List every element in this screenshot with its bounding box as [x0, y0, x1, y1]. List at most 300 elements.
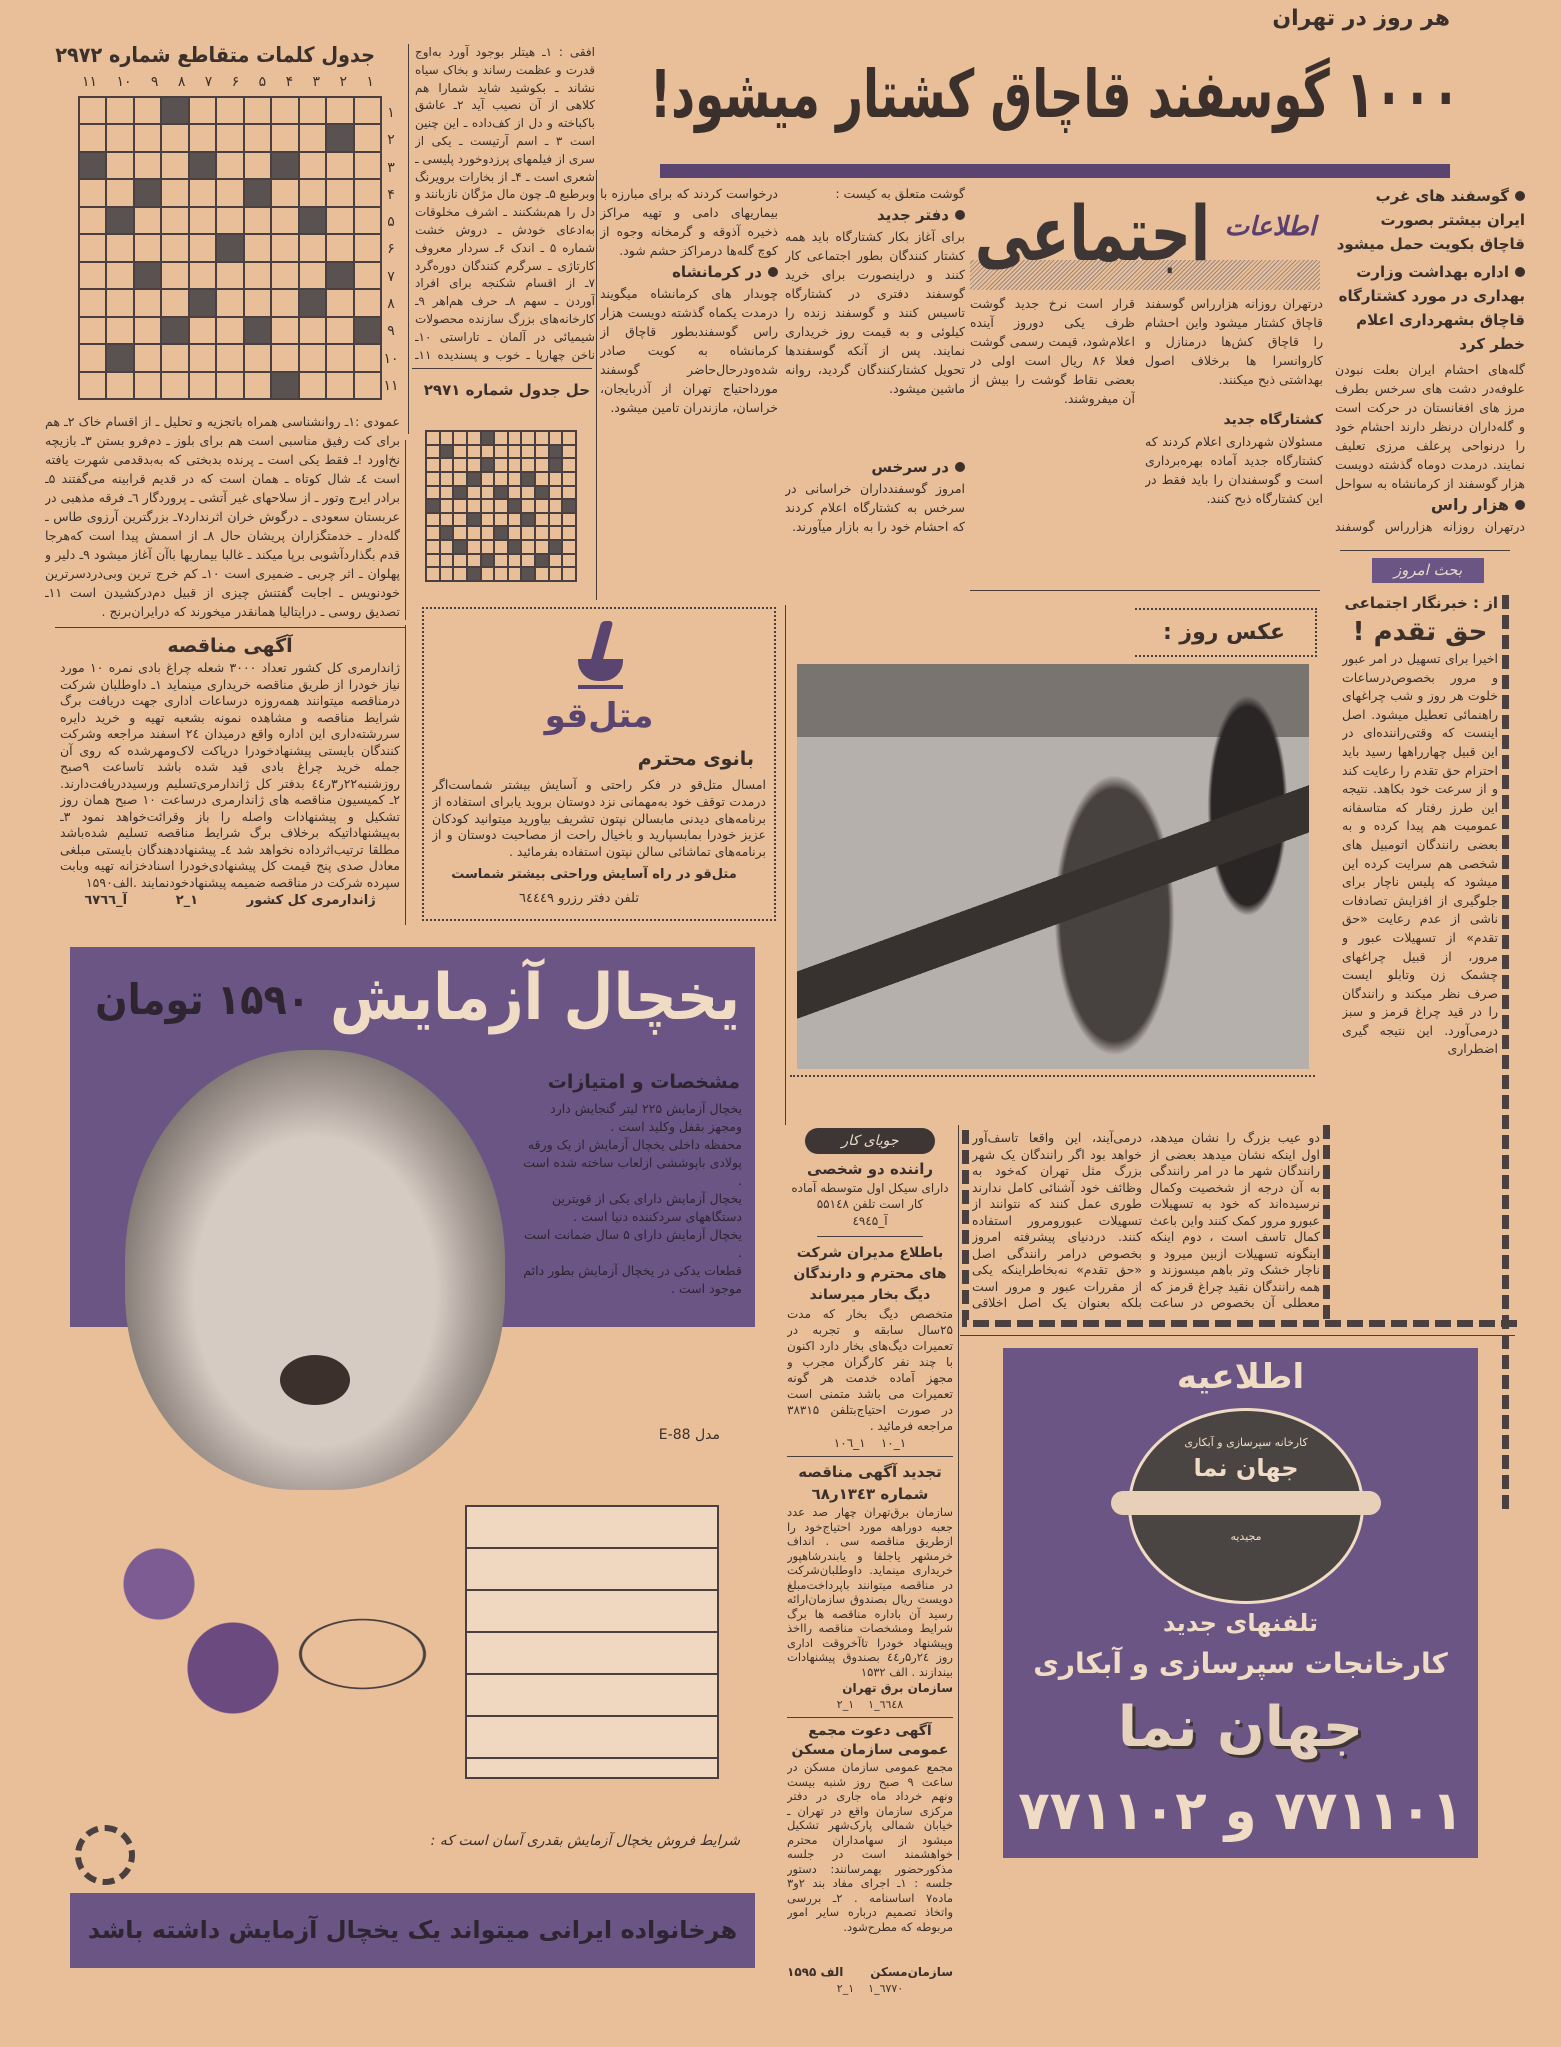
crossword-cell	[495, 446, 507, 458]
crossword-cell[interactable]	[355, 345, 380, 370]
crossword-black-cell	[272, 373, 297, 398]
crossword-cell[interactable]	[245, 345, 270, 370]
crossword-cell	[522, 555, 534, 567]
crossword-column-number: ۱۱	[82, 74, 98, 90]
crossword-cell[interactable]	[162, 290, 187, 315]
crossword-cell	[563, 487, 575, 499]
crossword-cell[interactable]	[272, 235, 297, 260]
crossword-cell	[468, 487, 480, 499]
crossword-cell	[522, 432, 534, 444]
crossword-cell[interactable]	[327, 290, 352, 315]
fridge-features-title: مشخصات و امتیازات	[547, 1071, 740, 1093]
crossword-cell	[509, 432, 521, 444]
crossword-cell[interactable]	[272, 208, 297, 233]
job-body: دارای سیکل اول متوسطه آماده کار است تلفن ۵۵۱٤۸	[791, 1181, 949, 1211]
crossword-cell	[441, 432, 453, 444]
crossword-row-number: ۹	[387, 323, 395, 340]
crossword-cell[interactable]	[107, 290, 132, 315]
crossword-grid[interactable]	[78, 96, 382, 400]
crossword-cell[interactable]	[135, 345, 160, 370]
crossword-cell[interactable]	[355, 153, 380, 178]
crossword-black-cell	[162, 318, 187, 343]
crossword-column-numbers	[82, 74, 374, 90]
section-logo	[970, 184, 1320, 290]
crossword-cell[interactable]	[245, 125, 270, 150]
crossword-cell	[509, 527, 521, 539]
crossword-column-number: ۷	[204, 74, 213, 90]
crossword-cell	[550, 555, 562, 567]
crossword-cell[interactable]	[245, 290, 270, 315]
metalqu-body: امسال متل‌قو در فکر راحتی و آسایش بیشتر شماست‌اگر درمدت توقف خود به‌مهمانی نزد دوستان بروید یابرای استفاده از برنامه‌های دیدنی ما‌بسالن نپتون تشریف بیاورید میتوانید کودکان عزیز خودرا بمابسپارید و باخیال راحت از مصاحبت دوستان و از برنامه‌های تماشائی سالن نپتون استفاده بفرمائید .	[432, 777, 766, 860]
crossword-black-cell	[217, 235, 242, 260]
crossword-cell	[522, 527, 534, 539]
jahan-line3: جهان نما	[1117, 1695, 1364, 1760]
crossword-cell[interactable]	[272, 180, 297, 205]
crossword-cell[interactable]	[107, 180, 132, 205]
article-text: گله‌های احشام ایران بعلت نبودن علوفه‌در دشت های سرخس بطرف مرز های افغانستان در حرکت است و گله‌داران درنظر دارند احشام خود را درنواحی پرعلف مرزی تعلیف نمایند. درمدت دوماه گذشته دویست هزار گوسفند از کرمانشاه به سواحل	[1335, 362, 1525, 491]
divider	[408, 44, 409, 434]
crossword-black-cell	[509, 541, 521, 553]
crossword-cell[interactable]	[107, 153, 132, 178]
crossword-black-cell	[245, 180, 270, 205]
fridge-model: مدل E-88	[658, 1427, 720, 1443]
section-logo-small: اطلاعات	[1224, 212, 1316, 242]
girl-mouth	[280, 1355, 350, 1405]
crossword-cell	[454, 459, 466, 471]
crossword-cell[interactable]	[327, 98, 352, 123]
crossword-cell	[509, 487, 521, 499]
crossword-cell[interactable]	[80, 98, 105, 123]
crossword-cell[interactable]	[80, 235, 105, 260]
crossword-cell[interactable]	[355, 98, 380, 123]
crossword-cell[interactable]	[272, 345, 297, 370]
crossword-cell	[563, 541, 575, 553]
crossword-cell	[563, 446, 575, 458]
crossword-column-number: ۵	[258, 74, 267, 90]
tender-notice	[60, 632, 400, 922]
job-code: آ_٤۹٤۵	[852, 1214, 888, 1228]
crossword-cell[interactable]	[80, 318, 105, 343]
bullet-icon	[768, 267, 778, 277]
crossword-cell[interactable]	[135, 235, 160, 260]
article-column-c	[600, 184, 778, 584]
crossword-black-cell	[482, 432, 494, 444]
crossword-cell	[427, 473, 439, 485]
crossword-cell[interactable]	[162, 373, 187, 398]
crossword-cell[interactable]	[245, 153, 270, 178]
crossword-cell	[482, 514, 494, 526]
crossword-cell[interactable]	[327, 208, 352, 233]
crossword-cell[interactable]	[80, 373, 105, 398]
right-column	[1335, 184, 1525, 544]
metalqu-heading: بانوی محترم	[637, 748, 754, 770]
crossword-cell	[482, 500, 494, 512]
crossword-cell[interactable]	[245, 373, 270, 398]
jahan-nama-ad	[1003, 1348, 1478, 1858]
fridge-feature: محفظه داخلی یخچال آزمایش از یک ورقه پولادی باپوششی ازلعاب ساخته شده است .	[523, 1137, 742, 1188]
jahan-logo-ring-text: کارخانه سپرسازی و آبکاری	[1184, 1436, 1308, 1449]
crossword-black-cell	[355, 318, 380, 343]
crossword-black-cell	[482, 459, 494, 471]
crossword-black-cell	[454, 541, 466, 553]
crossword-cell	[550, 487, 562, 499]
crossword-black-cell	[468, 568, 480, 580]
crossword-cell	[536, 446, 548, 458]
crossword-cell[interactable]	[162, 345, 187, 370]
crossword-black-cell	[468, 514, 480, 526]
tender-code: آ_٦۷٦٦	[84, 893, 128, 908]
crossword-cell[interactable]	[355, 235, 380, 260]
crossword-cell	[563, 473, 575, 485]
metalqu-ad	[422, 607, 776, 921]
crossword-cell	[495, 568, 507, 580]
crossword-black-cell	[441, 446, 453, 458]
crossword-cell	[536, 514, 548, 526]
crossword-cell	[550, 473, 562, 485]
jahan-ad-title: اطلاعیه	[1176, 1357, 1305, 1397]
crossword-cell[interactable]	[80, 125, 105, 150]
crossword-cell[interactable]	[327, 235, 352, 260]
crossword-cell	[536, 541, 548, 553]
article-text: قرار است نرخ جدید گوشت ظرف یکی دوروز آینده اعلام‌شود، قیمت رسمی گوشت فعلا ۸۶ ریال است اولی در بعضی نقاط گوشت را بیش از آن میفروشند.	[970, 296, 1135, 406]
fridge-feature: قطعات یدکی در یخچال آزمایش بطور دائم موجود است .	[523, 1263, 742, 1296]
crossword-cell	[495, 541, 507, 553]
crossword-cell	[441, 555, 453, 567]
crossword-cell[interactable]	[217, 208, 242, 233]
crossword-cell[interactable]	[245, 235, 270, 260]
divider	[1340, 550, 1510, 551]
crossword-cell[interactable]	[190, 263, 215, 288]
crossword-black-cell	[300, 208, 325, 233]
crossword-title: جدول کلمات متقاطع شماره ۲۹۷۲	[55, 43, 375, 67]
crossword-cell[interactable]	[300, 318, 325, 343]
article-text: درمی‌آیند، این واقعا تاسف‌آور خواهد بود اگر رانندگان یک شهر بزرگ مثل تهران که‌خود به وظائف خود آشنائی کامل ندارند طوری عمل کنند که نتوانند از تسهیلات عبورومرور استفاده کنند. دردنیای پیشرفته امروز بخصوص درامر رانندگی اصل «حق تقدم» نه‌بخاطراینکه یکی از مقررات عبور و مرور است بلکه بعنوان یک اصل اخلاقی	[972, 1130, 1142, 1310]
crossword-cell	[441, 459, 453, 471]
crossword-cell[interactable]	[190, 235, 215, 260]
crossword-cell[interactable]	[190, 345, 215, 370]
crossword-cell[interactable]	[217, 153, 242, 178]
crossword-cell[interactable]	[80, 180, 105, 205]
crossword-cell[interactable]	[300, 180, 325, 205]
crossword-cell[interactable]	[355, 290, 380, 315]
divider	[958, 1125, 959, 1860]
crossword-cell[interactable]	[300, 345, 325, 370]
crossword-column-number: ۴	[285, 74, 294, 90]
crossword-cell[interactable]	[162, 208, 187, 233]
crossword-cell	[468, 541, 480, 553]
crossword-cell[interactable]	[300, 373, 325, 398]
solution-title: حل جدول شماره ۲۹۷۱	[423, 381, 590, 399]
dashed-border	[962, 1130, 969, 1320]
crossword-cell[interactable]	[190, 125, 215, 150]
metalqu-phone: تلفن دفتر رزرو ٦٤٤٤۹	[519, 891, 639, 906]
crossword-cell	[468, 432, 480, 444]
crossword-cell[interactable]	[355, 373, 380, 398]
crossword-cell	[536, 473, 548, 485]
bullet-icon	[955, 462, 965, 472]
photo-label-box	[1135, 608, 1317, 657]
crossword-cell	[536, 568, 548, 580]
crossword-cell[interactable]	[245, 208, 270, 233]
job-body: متخصص دیگ بخار که مدت ۲۵سال سابقه و تجربه در تعمیرات دیگ‌های بخار دارد اکنون با چند نفر کارگران مجرب و مجهز آماده خدمت هر گونه تعمیرات می باشد متمنی است در صورت احتیاج‌بتلفن ۳۸۳۱۵ مراجعه فرمائید .	[787, 1307, 953, 1433]
crossword-cell[interactable]	[245, 263, 270, 288]
crossword-cell	[468, 500, 480, 512]
crossword-cell[interactable]	[217, 290, 242, 315]
article-text: گوشت متعلق به کیست :	[835, 186, 965, 201]
crossword-black-cell	[441, 527, 453, 539]
crossword-black-cell	[454, 487, 466, 499]
crossword-cell	[427, 541, 439, 553]
bullet-icon	[955, 210, 965, 220]
headline-kicker: هر روز در تهران	[1272, 6, 1450, 31]
crossword-cell[interactable]	[272, 318, 297, 343]
crossword-cell	[427, 527, 439, 539]
crossword-column-number: ۲	[339, 74, 347, 90]
crossword-cell[interactable]	[272, 125, 297, 150]
assembly-body: مجمع عمومی سازمان مسکن در ساعت ۹ صبح روز شنبه بیست ونهم خرداد ماه جاری در دفتر مرکزی سازمان واقع در تهران ـ خیابان شمالی پارک‌شهر تشکیل میشود از سهامداران محترم خواهشمند است در جلسه مذکورحضور بهمرسانند: دستور جلسه : ۱ـ اجرای مفاد بند ۲و۳ ماده۷ اساسنامه . ۲ـ بررسی واتخاذ تصمیم درباره سایر امور مربوطه که مطرح‌شود.	[787, 1760, 953, 1934]
crossword-cell	[441, 487, 453, 499]
crossword-cell[interactable]	[162, 180, 187, 205]
crossword-cell	[427, 459, 439, 471]
crossword-black-cell	[509, 500, 521, 512]
crossword-cell	[495, 500, 507, 512]
divider	[817, 1236, 923, 1237]
crossword-cell[interactable]	[300, 235, 325, 260]
crossword-cell[interactable]	[135, 318, 160, 343]
article-text: اخیرا برای تسهیل در امر عبور و مرور بخصوص‌درساعات خلوت هر روز و شب چراغهای راهنمائی تعطیل میشود. اصل اینست که وقتی‌راننده‌ای در این قبیل چهارراهها رسید باید احترام حق تقدم را رعایت کند و از سرعت خود بکاهد. نتیجه این طرز رفتار که متاسفانه عمومیت هم پیدا کرده و به بعضی رانندگان اتومبیل های شخصی هم سرایت کرده این میشود که پلیس ناچار برای جلوگیری از افزایش تصادفات ناشی از عدم رعایت «حق تقدم» از تسهیلات عبور و مرور، از قبیل چراغهای چشمک زن وتابلو ایست صرف نظر میکند و رانندگان را در قید چراغ قرمز و سبز درمی‌آورد. این نتیجه گیری اضطراری	[1342, 651, 1498, 1057]
crossword-cell[interactable]	[327, 153, 352, 178]
crossword-cell[interactable]	[355, 263, 380, 288]
crossword-cell	[427, 555, 439, 567]
crossword-cell	[563, 432, 575, 444]
crossword-cell	[522, 459, 534, 471]
renewed-tender-org: سازمان برق تهران	[842, 1681, 953, 1695]
tender-org: ژاندارمری کل کشور	[246, 893, 376, 908]
bumper-icon	[1111, 1491, 1381, 1515]
crossword-cell[interactable]	[355, 208, 380, 233]
crossword-cell[interactable]	[135, 98, 160, 123]
divider	[405, 440, 406, 620]
bullet-item: اداره بهداشت وزارت بهداری در مورد کشتارگاه قاچاق بشهرداری اعلام خطر کرد	[1338, 263, 1525, 353]
assembly-org: سازمان‌مسکن	[870, 1965, 953, 1979]
crossword-cell[interactable]	[272, 290, 297, 315]
crossword-cell	[522, 541, 534, 553]
crossword-cell[interactable]	[300, 98, 325, 123]
divider	[785, 605, 786, 1125]
jobs-label: جویای کار	[841, 1133, 899, 1149]
crossword-cell	[495, 514, 507, 526]
crossword-black-cell	[190, 290, 215, 315]
crossword-across-clues: افقی : ۱ـ هیتلر بوجود آورد به‌اوج قدرت و عظمت رساند و بخاک سیاه نشاند ـ بکوشید شاید شمارا هم کلاهی از آن نصیب آید ۲ـ عاشق باکباخته و دل از کف‌داده ـ این چنین است ۳ ـ اسم آرتیست ـ یکی از سری از فیلمهای پرزدوخورد پلیسی ـ شعری است ـ ۴ـ از بخارات برویرنگ وبرطبع ۵ـ چون مال مژگان نازبانند و دل را هم‌بشکنند ـ اشرف مخلوقات به‌ادعای خودش ـ دروش خشت شماره ۵ ـ اندک ۶ـ سردار معروف کارتاژی ـ سرگرم کنندگان دوره‌گرد ۷ـ از اقسام شکنجه برای افراد آوردن ـ سهم ۸ـ حرف هم‌اهر ۹ـ کارخانه‌های بزرگ سازنده محصولات شیمیائی در آلمان ـ تاراستی ۱۰ـ ناخن چهارپا ـ خوب و پسندیده ۱۱ـ	[415, 45, 595, 362]
fridge-banner-text: هرخانواده ایرانی میتواند یک یخچال آزمایش داشته باشد	[87, 1916, 738, 1944]
crossword-cell[interactable]	[355, 180, 380, 205]
crossword-black-cell	[536, 487, 548, 499]
headline-title: ۱۰۰۰ گوسفند قاچاق کشتار میشود!	[649, 56, 1460, 133]
crossword-cell	[427, 446, 439, 458]
crossword-column-number: ۱۰	[116, 74, 132, 90]
crossword-cell[interactable]	[107, 125, 132, 150]
fridge-brand: یخچال آزمایش	[329, 961, 740, 1035]
jahan-line1: تلفنهای جدید	[1162, 1609, 1319, 1637]
crossword-cell[interactable]	[107, 318, 132, 343]
crossword-cell[interactable]	[190, 208, 215, 233]
crossword-cell	[536, 459, 548, 471]
crossword-cell[interactable]	[300, 125, 325, 150]
article-column-a	[1145, 294, 1323, 586]
crossword-cell	[495, 459, 507, 471]
jahan-logo-name: جهان نما	[1193, 1454, 1299, 1482]
crossword-black-cell	[162, 98, 187, 123]
crossword-cell	[550, 432, 562, 444]
crossword-cell[interactable]	[190, 373, 215, 398]
bullet-icon	[1515, 191, 1525, 201]
crossword-cell	[536, 500, 548, 512]
crossword-black-cell	[107, 208, 132, 233]
divider	[55, 627, 405, 628]
crossword-down-clues: عمودی :۱ـ روانشناسی همراه باتجزیه و تحلیل ـ از اقسام خاک ۲ـ هم برای کت رفیق مناسبی است هم برای بلوز ـ دم‌فرو بستن ۳ـ بازیچه نخ‌اورد !ـ فقط یکی است ـ پرنده بدبختی که به‌بدقدمی شهرت یافته است ٤ـ شال کوتاه ـ همان است که در قدیم قرابینه می‌گفتند ۵ـ برادر ایرج وتور ـ از سلاحهای غیر آتشی ـ پروردگار ٦ـ فرقه مذهبی در عربستان سعودی ـ درگوش خران اثرندارد۷ـ بزرگترین آرزوی طاس ـ گله‌دار ـ خدمتگزاران پریشان حال ۸ـ از اسمش پیدا است که‌هرجا قدم بگذاردآشوبی برپا میکند ـ غالبا بیماریها باآن آغاز میشود ۹ـ دلیر و پهلوان ـ اثر چربی ـ ضمیری است ۱۰ـ کم خرج ترین وبی‌دردسرترین خودنویس ـ اجابت گفتنش چیزی از قبیل دم‌درکشیدن است ۱۱ـ تصدیق روسی ـ درایتالیا همانقدر میخورند که درایران‌برنج .	[45, 414, 400, 619]
crossword-black-cell	[468, 473, 480, 485]
crossword-row-number: ۱۱	[383, 377, 399, 394]
subheading: هزار راس	[1335, 493, 1525, 517]
crossword-black-cell	[522, 568, 534, 580]
crossword-cell[interactable]	[135, 153, 160, 178]
crossword-cell[interactable]	[217, 125, 242, 150]
crossword-cell[interactable]	[217, 345, 242, 370]
crossword-cell	[441, 541, 453, 553]
article-text: دو عیب بزرگ را نشان میدهد، اول اینکه نشان میدهد بعضی از رانندگان شهر ما در امر رانندگی به آن درجه از شخصیت وکمال نرسیده‌اند که خود به تسهیلات عبورو مرور کمک کنند واین باعث کمال تاسف است ، دوم اینکه اینگونه تسهیلات ازبین میرود و ناچار خشک وتر باهم میسوزند و همه رانندگان نقید چراغ قرمز که معطلی آن بخصوص در ساعت	[1150, 1130, 1320, 1310]
crossword-column-number: ۸	[177, 74, 186, 90]
renewed-tender-title: تجدید آگهی مناقصه شماره ۱۳٤۳ر٦۸	[798, 1463, 942, 1503]
crossword-row-number: ۱	[387, 105, 395, 121]
crossword-cell[interactable]	[135, 290, 160, 315]
assembly-code: الف ۱۵۹۵	[787, 1965, 844, 1979]
crossword-cell[interactable]	[327, 318, 352, 343]
crossword-black-cell	[550, 541, 562, 553]
crossword-cell	[441, 473, 453, 485]
crossword-cell[interactable]	[300, 153, 325, 178]
crossword-cell[interactable]	[162, 153, 187, 178]
subheading: در سرخس	[871, 458, 949, 476]
crossword-cell[interactable]	[272, 98, 297, 123]
crossword-column-number: ۶	[231, 74, 240, 90]
crossword-black-cell	[80, 153, 105, 178]
crossword-cell	[495, 473, 507, 485]
crossword-cell[interactable]	[162, 235, 187, 260]
divider	[960, 1335, 1515, 1336]
crossword-cell	[482, 568, 494, 580]
crossword-cell[interactable]	[190, 98, 215, 123]
crossword-cell	[454, 473, 466, 485]
crossword-cell	[509, 473, 521, 485]
crossword-black-cell	[107, 345, 132, 370]
crossword-row-number: ۵	[387, 214, 395, 231]
crossword-cell[interactable]	[135, 373, 160, 398]
fruit-illustration	[85, 1500, 455, 1780]
crossword-cell[interactable]	[217, 318, 242, 343]
crossword-cell[interactable]	[135, 125, 160, 150]
jahan-line2: کارخانجات سپرسازی و آبکاری	[1033, 1647, 1448, 1680]
fridge-illustration	[465, 1505, 719, 1779]
divider	[405, 625, 406, 925]
metalqu-brand: متل‌قو	[544, 696, 654, 736]
crossword-cell[interactable]	[245, 98, 270, 123]
factory-emblem-icon	[75, 1825, 135, 1885]
crossword-cell[interactable]	[80, 208, 105, 233]
crossword-column-number: ۳	[312, 74, 321, 90]
crossword-cell	[536, 527, 548, 539]
crossword-cell[interactable]	[162, 125, 187, 150]
headline-rule	[660, 164, 1450, 178]
job-title: باطلاع مدیران شرکت های محترم و دارندگان دیگ بخار میرساند	[793, 1245, 947, 1303]
crossword-cell[interactable]	[355, 125, 380, 150]
crossword-cell[interactable]	[190, 318, 215, 343]
crossword-black-cell	[300, 290, 325, 315]
crossword-cell[interactable]	[107, 373, 132, 398]
crossword-cell[interactable]	[217, 180, 242, 205]
crossword-cell[interactable]	[135, 208, 160, 233]
crossword-cell[interactable]	[162, 263, 187, 288]
crossword-cell[interactable]	[80, 290, 105, 315]
crossword-cell	[468, 459, 480, 471]
crossword-cell	[550, 514, 562, 526]
photo-label: عکس روز :	[1162, 620, 1285, 645]
job-code: ۱_۱۰ ۱_۱۰٦	[833, 1436, 907, 1450]
crossword-cell	[482, 527, 494, 539]
crossword-cell	[468, 555, 480, 567]
divider	[970, 590, 1320, 591]
crossword-cell[interactable]	[80, 263, 105, 288]
crossword-black-cell	[522, 473, 534, 485]
crossword-black-cell	[482, 555, 494, 567]
crossword-cell[interactable]	[300, 263, 325, 288]
fridge-features	[518, 1100, 742, 1325]
crossword-cell[interactable]	[217, 98, 242, 123]
crossword-cell[interactable]	[107, 235, 132, 260]
crossword-cell	[441, 514, 453, 526]
crossword-cell	[454, 568, 466, 580]
fridge-feature: یخچال آزمایش دارای یکی از قویترین دستگاههای سردکننده دنیا است .	[551, 1191, 742, 1224]
crossword-cell[interactable]	[190, 180, 215, 205]
crossword-cell	[495, 432, 507, 444]
crossword-black-cell	[522, 514, 534, 526]
crossword-cell[interactable]	[272, 263, 297, 288]
crossword-cell[interactable]	[327, 180, 352, 205]
crossword-cell	[522, 500, 534, 512]
bullet-item: گوسفند های غرب ایران بیشتر بصورت قاچاق بکویت حمل میشود	[1336, 187, 1525, 253]
crossword-row-number: ۷	[387, 268, 395, 285]
debate-label-box	[1372, 558, 1484, 583]
crossword-cell	[454, 500, 466, 512]
crossword-cell[interactable]	[80, 345, 105, 370]
fridge-feature: یخچال آزمایش ۲۲۵ لیتر گنجایش دارد ومجهز بقفل وکلید است .	[550, 1101, 742, 1134]
crossword-cell[interactable]	[217, 263, 242, 288]
crossword-black-cell	[563, 500, 575, 512]
subheading: در کرمانشاه	[672, 263, 762, 281]
debate-title: حق تقدم !	[1352, 617, 1488, 647]
crossword-cell[interactable]	[327, 373, 352, 398]
fridge-feature: یخچال آزمایش دارای ۵ سال ضمانت است .	[524, 1227, 742, 1260]
photo-of-the-day	[797, 664, 1309, 1069]
crossword-cell[interactable]	[327, 345, 352, 370]
crossword-cell[interactable]	[217, 373, 242, 398]
crossword-cell[interactable]	[107, 263, 132, 288]
crossword-column-number: ۱	[366, 74, 374, 90]
crossword-cell[interactable]	[107, 98, 132, 123]
debate-byline: از : خبرنگار اجتماعی	[1344, 594, 1498, 612]
crossword-cell	[509, 555, 521, 567]
debate-label: بحث امروز	[1393, 561, 1463, 579]
crossword-cell	[468, 446, 480, 458]
